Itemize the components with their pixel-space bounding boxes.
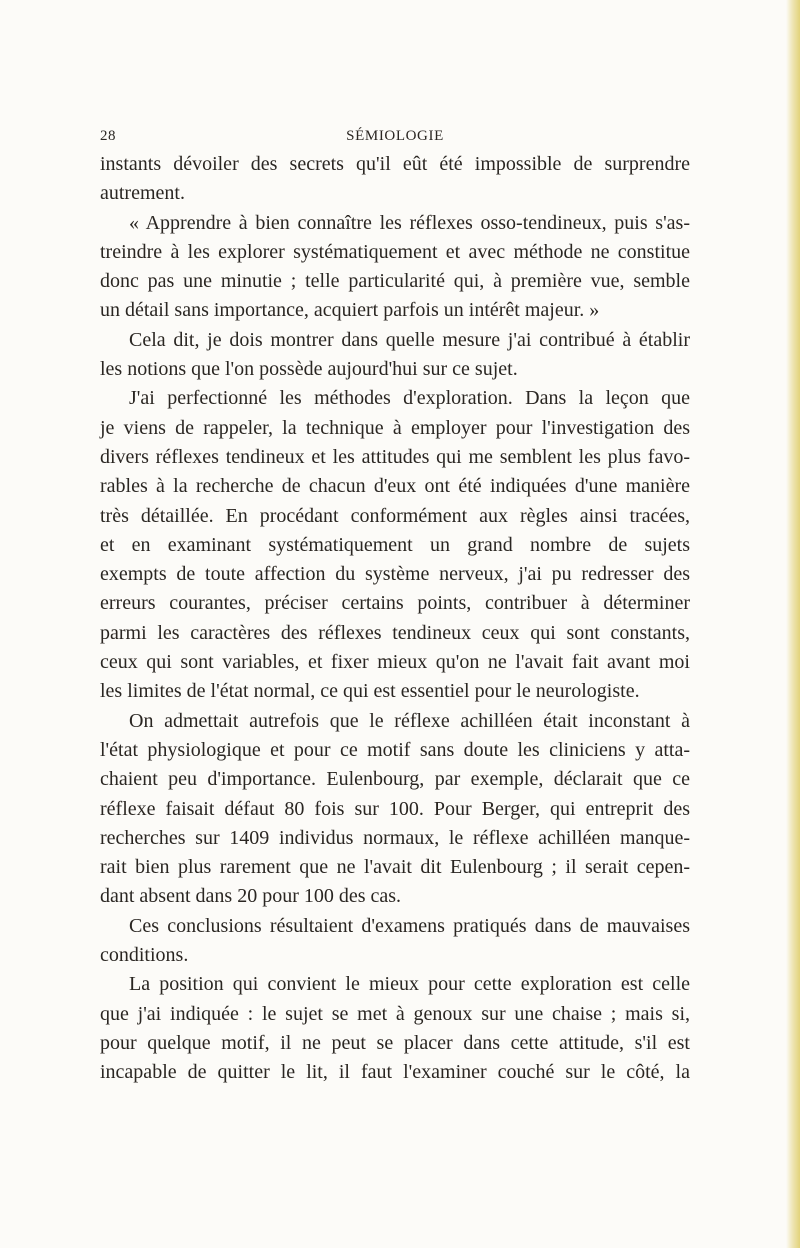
text-line: erreurs courantes, préciser certains points, contribuer à déterminer [100,592,690,615]
text-line: On admettait autrefois que le réflexe achilléen était inconstant à [129,709,690,732]
text-line: exempts de toute affection du système nerveux, j'ai pu redresser des [100,563,690,586]
page-edge [786,0,800,1248]
text-line: chaient peu d'importance. Eulenbourg, par exemple, déclarait que ce [100,768,690,791]
text-line: l'état physiologique et pour ce motif sans doute les cliniciens y atta- [100,738,690,761]
text-line: Ces conclusions résultaient d'examens pratiqués dans de mauvaises [129,914,690,937]
text-line: Cela dit, je dois montrer dans quelle mesure j'ai contribué à établir [129,328,690,351]
text-line: dant absent dans 20 pour 100 des cas. [100,885,402,908]
text-line: La position qui convient le mieux pour cette exploration est celle [129,973,690,996]
text-line: très détaillée. En procédant conformément aux règles ainsi tracées, [100,504,690,527]
text-line: donc pas une minutie ; telle particularité qui, à première vue, semble [100,270,690,293]
text-line: les limites de l'état normal, ce qui est essentiel pour le neurologiste. [100,680,640,703]
text-line: recherches sur 1409 individus normaux, le réflexe achilléen manque- [100,826,690,849]
text-line: « Apprendre à bien connaître les réflexes osso-tendineux, puis s'as- [129,211,690,234]
running-head [100,128,690,150]
body-text [100,150,690,1088]
text-line: treindre à les explorer systématiquement et avec méthode ne constitue [100,240,690,263]
text-line: les notions que l'on possède aujourd'hui sur ce sujet. [100,358,518,381]
page-number: 28 [100,128,116,144]
text-line: rait bien plus rarement que ne l'avait dit Eulenbourg ; il serait cepen- [100,856,690,879]
section-title: SÉMIOLOGIE [346,128,444,144]
text-line: autrement. [100,182,185,205]
text-line: conditions. [100,944,189,967]
text-line: instants dévoiler des secrets qu'il eût été impossible de surprendre [100,153,690,175]
text-line: pour quelque motif, il ne peut se placer dans cette attitude, s'il est [100,1031,690,1054]
text-line: réflexe faisait défaut 80 fois sur 100. Pour Berger, qui entreprit des [100,797,690,820]
text-line: incapable de quitter le lit, il faut l'examiner couché sur le côté, la [100,1061,690,1084]
text-line: parmi les caractères des réflexes tendineux ceux qui sont constants, [100,621,690,644]
text-line: et en examinant systématiquement un grand nombre de sujets [100,533,690,556]
text-line: ceux qui sont variables, et fixer mieux qu'on ne l'avait fait avant moi [100,651,690,674]
text-line: divers réflexes tendineux et les attitudes qui me semblent les plus favo- [100,445,690,468]
text-line: que j'ai indiquée : le sujet se met à genoux sur une chaise ; mais si, [100,1002,690,1025]
text-line: J'ai perfectionné les méthodes d'exploration. Dans la leçon que [129,387,690,410]
text-line: je viens de rappeler, la technique à employer pour l'investigation des [100,416,690,439]
text-line: rables à la recherche de chacun d'eux ont été indiquées d'une manière [100,475,690,498]
text-line: un détail sans importance, acquiert parfois un intérêt majeur. » [100,299,600,322]
